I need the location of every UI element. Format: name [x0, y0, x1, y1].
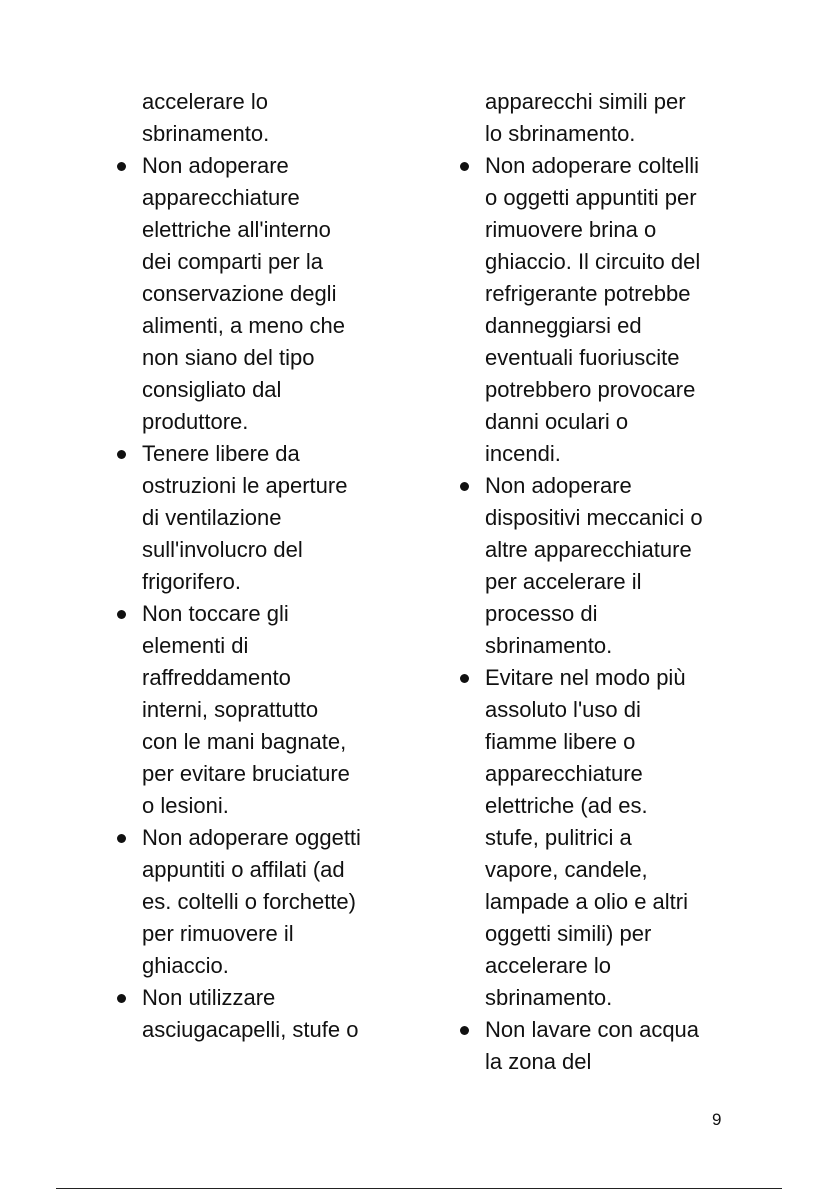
list-item-text: Tenere libere da ostruzioni le aperture di ventilazione sull'involucro del frigorifero.	[142, 441, 348, 594]
left-column	[113, 86, 373, 1046]
bullet-icon	[117, 450, 126, 459]
bullet-icon	[117, 162, 126, 171]
bullet-icon	[460, 1026, 469, 1035]
bullet-icon	[460, 482, 469, 491]
list-item	[113, 598, 373, 822]
right-bullet-list	[456, 150, 716, 1078]
page-number: 9	[712, 1110, 722, 1129]
right-column-continuation: apparecchi simili per lo sbrinamento.	[485, 89, 686, 146]
bullet-icon	[117, 610, 126, 619]
list-item-text: Non adoperare coltelli o oggetti appuntiti per rimuovere brina o ghiaccio. Il circuito del refrigerante potrebbe danneggiarsi ed eventuali fuoriuscite potrebbero provocare danni oculari o incendi.	[485, 153, 701, 466]
list-item-text: Non adoperare apparecchiature elettriche all'interno dei comparti per la conservazione degli alimenti, a meno che non siano del tipo consigliato dal produttore.	[142, 153, 345, 434]
bullet-icon	[460, 674, 469, 683]
list-item	[113, 438, 373, 598]
list-item	[456, 1014, 716, 1078]
left-column-continuation: accelerare lo sbrinamento.	[142, 89, 270, 146]
list-item-text: Non adoperare oggetti appuntiti o affilati (ad es. coltelli o forchette) per rimuovere il ghiaccio.	[142, 825, 361, 978]
left-bullet-list	[113, 150, 373, 1046]
bullet-icon	[117, 994, 126, 1003]
footer-divider	[56, 1188, 782, 1189]
list-item-text: Evitare nel modo più assoluto l'uso di fiamme libere o apparecchiature elettriche (ad es. stufe, pulitrici a vapore, candele, lampade a olio e altri oggetti simili) per accelerare lo sbrinamento.	[485, 665, 689, 1010]
list-item	[113, 822, 373, 982]
list-item-text: Non adoperare dispositivi meccanici o altre apparecchiature per accelerare il processo di sbrinamento.	[485, 473, 703, 658]
list-item-text: Non lavare con acqua la zona del	[485, 1017, 700, 1074]
list-item-text: Non toccare gli elementi di raffreddamento interni, soprattutto con le mani bagnate, per evitare bruciature o lesioni.	[142, 601, 350, 818]
list-item	[113, 150, 373, 438]
list-item	[456, 662, 716, 1014]
list-item	[456, 150, 716, 470]
right-column	[456, 86, 716, 1078]
bullet-icon	[460, 162, 469, 171]
list-item	[456, 470, 716, 662]
list-item	[113, 982, 373, 1046]
bullet-icon	[117, 834, 126, 843]
list-item-text: Non utilizzare asciugacapelli, stufe o	[142, 985, 359, 1042]
